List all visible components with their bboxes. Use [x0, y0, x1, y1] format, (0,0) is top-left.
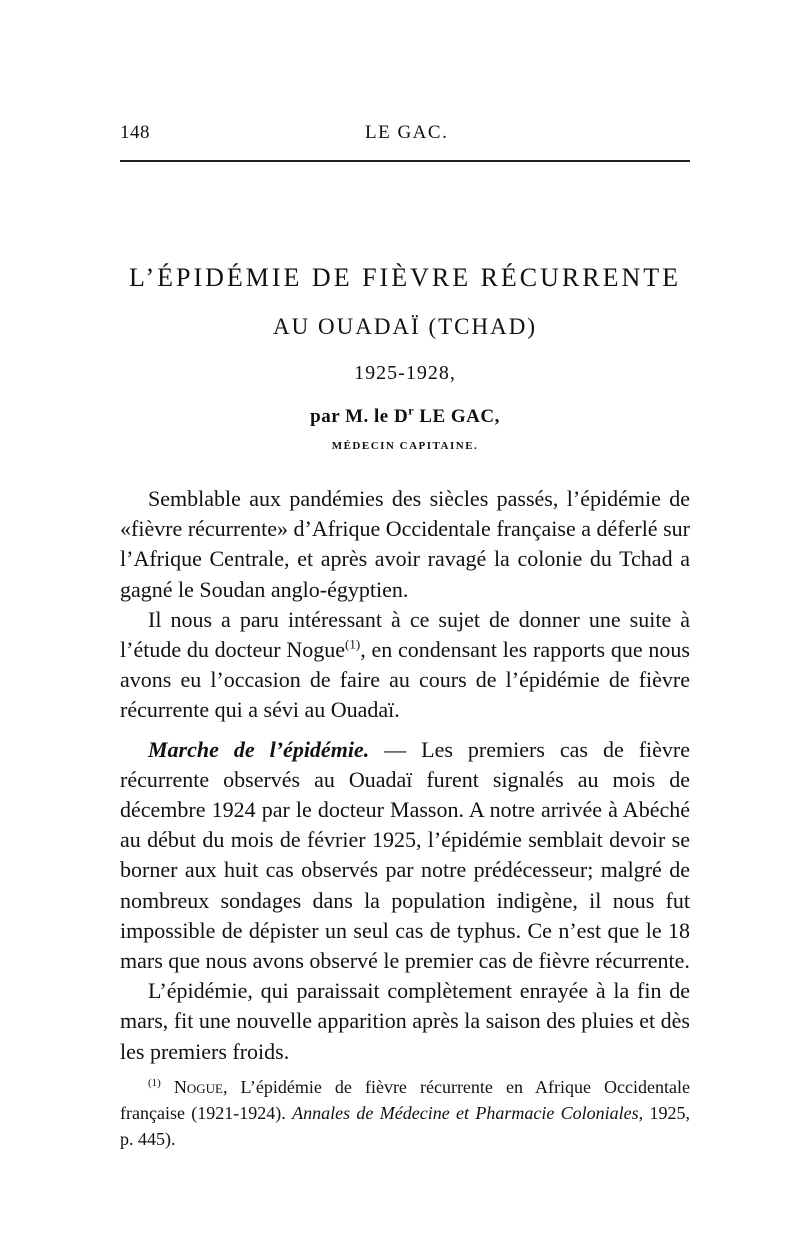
paragraph-1: Semblable aux pandémies des siècles passés, l’épidémie de «fièvre récurrente» d’Afrique Occidentale française a déferlé sur l’Afrique Centrale, et après avoir ravagé la colonie du Tchad a gagné le Soudan anglo-égyptien.: [120, 486, 690, 602]
article-dates: 1925-1928,: [354, 362, 456, 384]
paragraph-2-start: Il nous a paru intéressant à ce sujet de donner une suite à l’étude du docteur Nogue: [120, 606, 690, 663]
article-subtitle: AU OUADAÏ (TCHAD): [273, 314, 537, 339]
title-block: [120, 262, 690, 453]
paragraph-4: L’épidémie, qui paraissait complètement enrayée à la fin de mars, fit une nouvelle apparition après la saison des pluies et dès les premiers froids.: [120, 978, 690, 1064]
footnote-text-end: 1925, p. 445).: [120, 1103, 691, 1149]
footnote-text: [120, 1074, 690, 1152]
footnote-ref: (1): [345, 636, 361, 652]
author-rank: MÉDECIN CAPITAINE.: [331, 440, 479, 452]
author-line: [120, 405, 690, 429]
section-heading: Marche de l’épidémie.: [148, 736, 370, 762]
footnote-text-start: L’épidémie de fièvre récurrente en Afrique Occidentale française (1921-1924).: [120, 1077, 690, 1123]
paragraph-2: [120, 605, 690, 726]
paragraph-3: [120, 735, 690, 977]
footnote-author: Nogue,: [160, 1077, 228, 1097]
paragraph-2-end: , en condensant les rapports que nous avons eu l’occasion de faire au cours de l’épidémie de fièvre récurrente qui a sévi au Ouadaï.: [120, 637, 690, 723]
paragraph-3-text: — Les premiers cas de fièvre récurrente observés au Ouadaï furent signalés au mois de décembre 1924 par le docteur Masson. A notre arrivée à Abéché au début du mois de février 1925, l’épidémie semblait devoir se borner aux huit cas observés par notre prédécesseur; malgré de nombreux sondages dans la population indigène, il nous fut impossible de dépister un seul cas de typhus. Ce n’est que le 18 mars que nous avons observé le premier cas de fièvre récurrente.: [120, 736, 690, 974]
running-head: [120, 122, 690, 146]
article-title: L’ÉPIDÉMIE DE FIÈVRE RÉCURRENTE: [128, 263, 682, 292]
author-name: LE GAC,: [414, 406, 500, 427]
author-sup: r: [408, 403, 415, 418]
header-rule: [120, 160, 690, 162]
body-text: [120, 484, 690, 1067]
author-prefix: par M. le D: [310, 406, 409, 427]
running-title: LE GAC.: [365, 122, 449, 143]
footnote: [120, 1074, 690, 1152]
footnote-marker: (1): [148, 1077, 161, 1089]
page-number: 148: [120, 122, 150, 143]
footnote-journal: Annales de Médecine et Pharmacie Coloniales,: [292, 1103, 644, 1123]
